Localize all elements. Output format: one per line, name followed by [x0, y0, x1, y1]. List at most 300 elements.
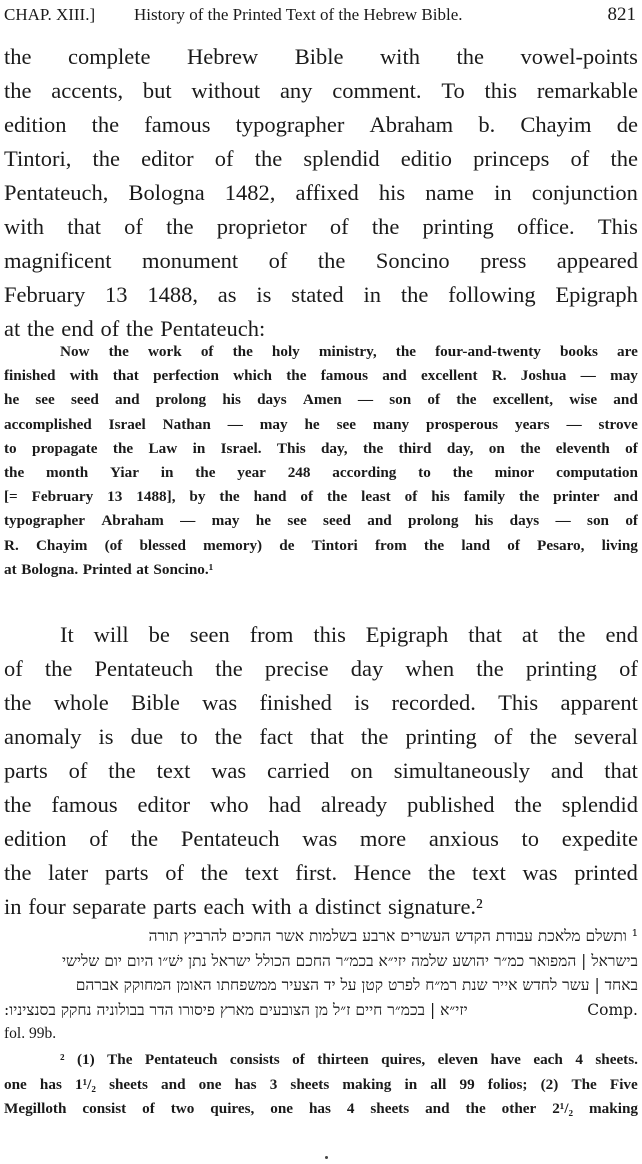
word: at [136, 560, 149, 578]
word: b. [478, 112, 496, 137]
word: Bible [131, 690, 180, 715]
word: — [566, 415, 582, 433]
word: — [180, 512, 196, 530]
word: the [452, 463, 473, 481]
word: Pentateuch, [4, 180, 109, 205]
word: land [461, 536, 491, 554]
word: due [130, 724, 164, 749]
word: de [279, 536, 295, 554]
word: prosperous [426, 415, 499, 433]
word: the [476, 656, 504, 681]
word: have [490, 1051, 521, 1068]
word: folios; [487, 1075, 528, 1093]
footnote-1-hebrew-segment: יזי״א | בכמ״ר חיים ז״ל מן הצובעים מארץ פיסורו הדר בבולוניה נחקק בסנציניו: [4, 1000, 468, 1019]
word: sheets [290, 1075, 330, 1093]
word: Abraham [101, 512, 164, 530]
word: of [68, 758, 88, 783]
word: the [317, 248, 346, 273]
word: of [268, 248, 288, 273]
word: end [61, 316, 94, 341]
word: to [418, 463, 431, 481]
word: day, [446, 439, 474, 457]
word: of [165, 860, 184, 885]
word: ² [60, 1051, 65, 1068]
word: typographer [4, 512, 85, 530]
text-line [4, 856, 638, 890]
text-line [4, 618, 638, 652]
word: and [382, 367, 407, 385]
word: Yiar [110, 463, 139, 481]
epigraph-line [4, 364, 638, 388]
word: had [268, 792, 301, 817]
word: This [498, 690, 539, 715]
word: Soncino [375, 248, 450, 273]
word: — [580, 367, 596, 385]
word: the [215, 656, 243, 681]
word: sheets [109, 1075, 148, 1093]
word: Tintori, [4, 146, 72, 171]
word: the [108, 343, 129, 360]
word: Chayim [35, 536, 88, 554]
word: consists [229, 1051, 280, 1068]
word: in [160, 463, 174, 481]
word: splendid [303, 146, 380, 171]
word: stated [291, 282, 344, 307]
word: anxious [428, 826, 499, 851]
word: de [616, 112, 638, 137]
word: the [456, 391, 477, 409]
word: (1) [77, 1051, 95, 1068]
word: has [308, 1100, 331, 1118]
word: the [219, 488, 240, 506]
footnote-2-line [4, 1073, 638, 1098]
text-line [4, 176, 638, 210]
word: the [427, 860, 456, 885]
word: in [363, 282, 381, 307]
word: recorded. [391, 690, 476, 715]
word: the [400, 282, 429, 307]
word: see [336, 415, 356, 433]
word: by [189, 488, 206, 506]
running-header [4, 2, 636, 28]
word: to [180, 724, 198, 749]
word: carried [267, 758, 330, 783]
word: of [142, 1100, 155, 1118]
word: least [361, 488, 391, 506]
word: on [488, 439, 505, 457]
word: parts [104, 860, 149, 885]
word: famous [320, 367, 368, 385]
word: the [529, 724, 558, 749]
word: the [232, 343, 253, 360]
word: finished [4, 367, 56, 385]
word: Pentateuch: [160, 316, 266, 341]
word: making [342, 1075, 392, 1093]
word: the [112, 439, 134, 457]
epigraph-line [4, 437, 638, 461]
word: four-and-twenty [435, 343, 541, 360]
word: finished [259, 690, 332, 715]
word: that [468, 622, 502, 647]
word: from [249, 622, 294, 647]
word: (of [104, 536, 123, 554]
word: this [484, 78, 518, 103]
word: at [4, 560, 17, 578]
word: distinct [314, 894, 382, 919]
word: seed [323, 512, 351, 530]
word: parts [152, 894, 197, 919]
word: the [558, 622, 586, 647]
word: memory) [203, 536, 263, 554]
word: Abraham [369, 112, 454, 137]
word: of [507, 536, 520, 554]
word: the [518, 488, 540, 506]
word: the [4, 78, 32, 103]
word: his [474, 512, 494, 530]
word: of [4, 656, 23, 681]
word: — [227, 415, 243, 433]
word: days [257, 391, 287, 409]
word: and [161, 1075, 186, 1093]
word: eleventh [555, 439, 610, 457]
word: the [254, 146, 283, 171]
footnote-2 [4, 1048, 638, 1122]
word: holy [271, 343, 300, 360]
word: the [4, 860, 32, 885]
footnote-1-hebrew-line: ¹ ותשלם מלאכת עבודת הקדש העשרים ארבע בשלמות אשר החכים להרביץ תורה [148, 927, 638, 945]
word: 1488], [136, 488, 176, 506]
epigraph-line [4, 413, 638, 437]
word: 1¹/₂ [75, 1075, 96, 1093]
running-title: History of the Printed Text of the Hebrew Bible. [134, 5, 463, 24]
word: excellent, [492, 391, 554, 409]
word: text [156, 758, 191, 783]
word: each [533, 1051, 563, 1068]
word: printed [574, 860, 638, 885]
word: minor [494, 463, 535, 481]
epigraph-line [4, 534, 638, 558]
word: the [4, 690, 32, 715]
word: the [4, 463, 25, 481]
word: parts [4, 758, 48, 783]
word: Israel [108, 415, 146, 433]
word: the [360, 724, 389, 749]
epigraph-line [4, 340, 638, 364]
word: and [115, 391, 140, 409]
word: the [108, 758, 136, 783]
word: son [389, 391, 412, 409]
word: Hebrew [186, 44, 259, 69]
word: The [107, 1051, 133, 1068]
word: four [28, 894, 66, 919]
word: printing [525, 656, 598, 681]
word: the [4, 792, 32, 817]
word: Five [609, 1075, 638, 1093]
word: the [195, 463, 216, 481]
word: printer [553, 488, 600, 506]
word: R. [491, 367, 507, 385]
word: third [398, 439, 432, 457]
word: text [472, 860, 506, 885]
word: wise [569, 391, 598, 409]
word: printing [422, 214, 494, 239]
word: which [233, 367, 272, 385]
word: the [286, 367, 307, 385]
word: from [374, 536, 407, 554]
word: one [198, 1075, 222, 1093]
word: precise [264, 656, 329, 681]
word: monument [141, 248, 239, 273]
word: and [425, 1100, 450, 1118]
footnote-2-line [4, 1097, 638, 1122]
word: who [209, 792, 249, 817]
word: Hence [353, 860, 412, 885]
word: each [203, 894, 245, 919]
word: with [4, 214, 45, 239]
word: all [430, 1075, 447, 1093]
word: the [362, 439, 384, 457]
word: family [463, 488, 506, 506]
word: month [46, 463, 89, 481]
word: Nathan [162, 415, 211, 433]
text-line [4, 754, 638, 788]
word: 13 [107, 488, 123, 506]
word: editio [400, 146, 452, 171]
word: quires, [381, 1051, 426, 1068]
word: quires, [210, 1100, 255, 1118]
word: — [555, 512, 571, 530]
word: sheets [370, 1100, 410, 1118]
word: vowel-points [520, 44, 638, 69]
word: in [4, 894, 22, 919]
word: February [31, 488, 94, 506]
text-line [4, 822, 638, 856]
word: the [44, 656, 73, 681]
word: as [217, 282, 237, 307]
word: simultaneously [393, 758, 530, 783]
paragraph-1 [4, 40, 638, 346]
word: the [91, 112, 120, 137]
word: Pentateuch [94, 656, 194, 681]
word: edition [4, 112, 67, 137]
word: day, [320, 439, 348, 457]
word: 1482, [224, 180, 276, 205]
word: Now [60, 343, 90, 360]
word: two [170, 1100, 195, 1118]
word: with [251, 894, 292, 919]
word: of [214, 146, 234, 171]
word: name [425, 180, 474, 205]
word: propagate [32, 439, 98, 457]
word: see [287, 512, 307, 530]
word: years [514, 415, 550, 433]
word: work [147, 343, 182, 360]
word: Epigraph [365, 622, 449, 647]
word: printing [405, 724, 477, 749]
word: and [550, 758, 584, 783]
text-line [4, 244, 638, 278]
word: 4 [575, 1051, 583, 1068]
word: Chayim [520, 112, 592, 137]
word: of [300, 488, 314, 506]
text-line [4, 74, 638, 108]
word: remarkable [536, 78, 638, 103]
text-line [4, 40, 638, 74]
word: accents, [51, 78, 124, 103]
word: perfection [153, 367, 219, 385]
word: appeared [556, 248, 638, 273]
word: the [327, 488, 348, 506]
word: February [4, 282, 86, 307]
word: famous [144, 112, 211, 137]
word: that [604, 758, 638, 783]
word: any [279, 78, 313, 103]
word: the [4, 44, 32, 69]
word: of [292, 1051, 305, 1068]
word: prolong [408, 512, 459, 530]
word: splendid [561, 792, 638, 817]
word: office. [516, 214, 575, 239]
text-line [4, 142, 638, 176]
word: 4 [346, 1100, 355, 1118]
word: he [4, 391, 20, 409]
word: complete [68, 44, 151, 69]
epigraph-line [4, 461, 638, 485]
chapter-label: CHAP. XIII.] [4, 5, 96, 24]
word: Pesaro, [537, 536, 585, 554]
word: the [371, 214, 400, 239]
word: see [35, 391, 55, 409]
text-line [4, 788, 638, 822]
word: fact [259, 724, 294, 749]
word: was [202, 690, 238, 715]
word: editor [141, 146, 194, 171]
word: year [237, 463, 266, 481]
epigraph-line [4, 558, 638, 582]
word: is [354, 690, 370, 715]
word: in [494, 180, 512, 205]
word: and [613, 488, 638, 506]
word: is [256, 282, 272, 307]
word: Israel. [220, 439, 262, 457]
text-line [4, 278, 638, 312]
word: this [313, 622, 346, 647]
word: that [67, 214, 101, 239]
word: of [619, 656, 638, 681]
word: consist [82, 1100, 127, 1118]
word: conjunction [531, 180, 638, 205]
word: one [270, 1100, 294, 1118]
word: the [126, 316, 154, 341]
word: has [234, 1075, 257, 1093]
word: ministry, [318, 343, 377, 360]
word: signature.² [387, 894, 483, 919]
word: Joshua [520, 367, 567, 385]
word: press [480, 248, 527, 273]
word: whole [53, 690, 109, 715]
word: the [200, 860, 229, 885]
word: his [378, 180, 406, 205]
word: excellent [421, 367, 478, 385]
word: are [617, 343, 638, 360]
word: It [60, 622, 74, 647]
word: apparent [560, 690, 638, 715]
epigraph-line [4, 485, 638, 509]
word: Pentateuch [180, 826, 280, 851]
word: was [211, 758, 247, 783]
text-line [4, 210, 638, 244]
page-speck [325, 1156, 328, 1159]
word: Amen [302, 391, 342, 409]
word: day [350, 656, 384, 681]
word: Bologna [128, 180, 205, 205]
word: of [100, 316, 120, 341]
word: that [310, 724, 344, 749]
word: the [27, 316, 55, 341]
word: 3 [269, 1075, 278, 1093]
word: 248 [287, 463, 311, 481]
word: his [431, 488, 450, 506]
word: R. [4, 536, 19, 554]
text-line [4, 686, 638, 720]
word: the [166, 214, 194, 239]
word: end [605, 622, 638, 647]
word: with [379, 44, 420, 69]
word: proprietor [216, 214, 307, 239]
word: 1488, [147, 282, 198, 307]
word: was [522, 860, 558, 885]
word: Soncino.¹ [153, 560, 214, 578]
word: Printed [82, 560, 132, 578]
word: of [570, 146, 590, 171]
word: without [191, 78, 261, 103]
word: sheets. [595, 1051, 638, 1068]
word: This [276, 439, 306, 457]
footnote-1-folio: fol. 99b. [4, 1025, 57, 1042]
word: princeps [473, 146, 550, 171]
word: anomaly [4, 724, 82, 749]
footnote-1 [4, 924, 638, 1047]
word: seen [189, 622, 230, 647]
word: prolong [155, 391, 207, 409]
word: 2¹/₂ [552, 1100, 574, 1118]
paragraph-2 [4, 618, 638, 924]
word: with [69, 367, 99, 385]
word: following [448, 282, 536, 307]
word: affixed [295, 180, 359, 205]
word: books [559, 343, 598, 360]
word: at [521, 622, 539, 647]
word: the [214, 724, 243, 749]
word: later [48, 860, 89, 885]
word: days [509, 512, 540, 530]
word: (2) [540, 1075, 559, 1093]
word: the [395, 343, 417, 360]
word: other [501, 1100, 537, 1118]
word: a [298, 894, 309, 919]
word: accomplished [4, 415, 92, 433]
footnote-1-mixed-line [4, 998, 638, 1023]
word: text [244, 860, 279, 885]
word: Pentateuch [144, 1051, 218, 1068]
epigraph-quote [4, 340, 638, 582]
word: making [589, 1100, 638, 1118]
word: the [423, 536, 445, 554]
word: the [610, 146, 638, 171]
text-line [4, 108, 638, 142]
word: published [406, 792, 495, 817]
epigraph-line [4, 388, 638, 412]
